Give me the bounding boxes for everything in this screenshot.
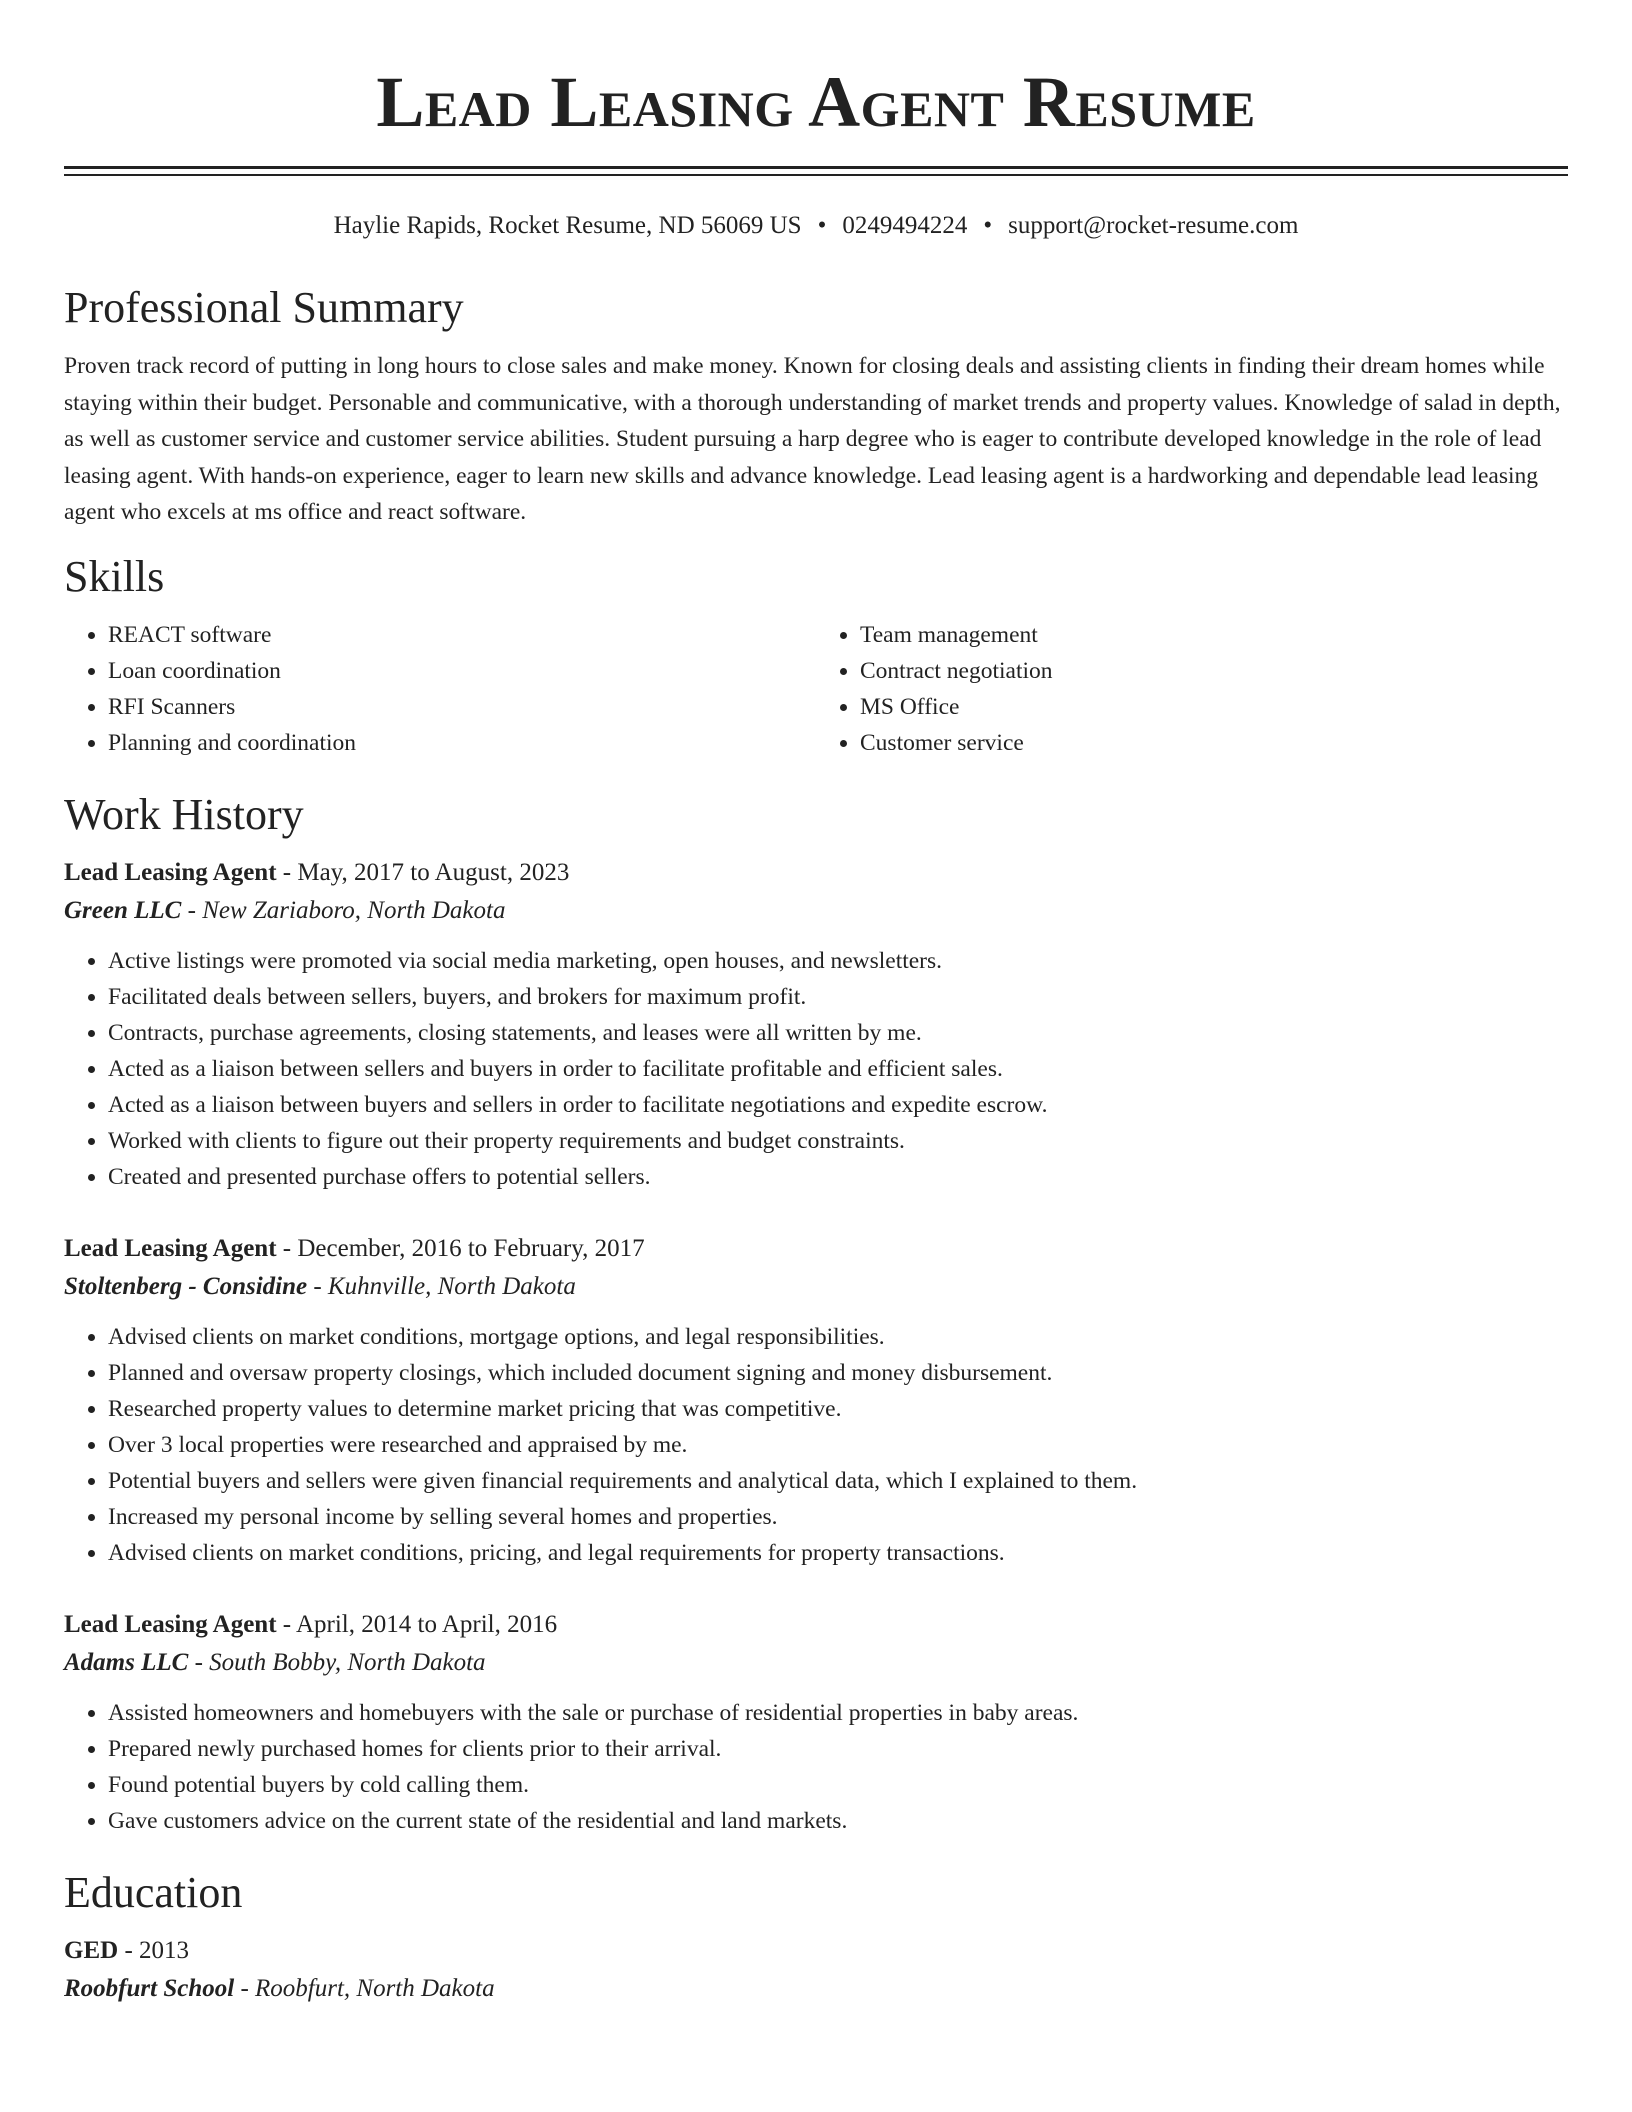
dash: - <box>240 1974 249 2002</box>
skills-heading: Skills <box>64 551 165 601</box>
job-title: Lead Leasing Agent <box>64 1234 277 1262</box>
skill-item: • Planning and coordination <box>108 725 816 761</box>
job-bullet: • Facilitated deals between sellers, buyers, and brokers for maximum profit. <box>108 979 1568 1015</box>
job-bullet: • Advised clients on market conditions, pricing, and legal requirements for property transactions. <box>108 1535 1568 1571</box>
resume-title: Lead Leasing Agent Resume <box>376 62 1256 142</box>
job-bullet: • Over 3 local properties were researched and appraised by me. <box>108 1427 1568 1463</box>
job-entry <box>64 1607 1568 1839</box>
dash: - <box>124 1936 133 1964</box>
title-divider-thick <box>64 166 1568 169</box>
job-bullets <box>64 1695 1568 1839</box>
education-degree: GED <box>64 1936 119 1964</box>
education-school-line <box>64 1969 1568 2009</box>
skill-item: • RFI Scanners <box>108 689 816 725</box>
skills-list-left <box>64 617 816 761</box>
contact-line <box>64 210 1568 242</box>
skill-item: • Team management <box>860 617 1568 653</box>
job-company: Stoltenberg - Considine <box>64 1272 308 1300</box>
job-title: Lead Leasing Agent <box>64 1610 277 1638</box>
job-bullet: • Assisted homeowners and homebuyers with the sale or purchase of residential properties in baby areas. <box>108 1695 1568 1731</box>
job-company: Green LLC <box>64 896 182 924</box>
education-entry <box>64 1933 1568 2009</box>
job-title-line <box>64 1231 1568 1267</box>
contact-separator: • <box>983 212 993 239</box>
contact-separator: • <box>817 212 827 239</box>
job-bullet: • Gave customers advice on the current state of the residential and land markets. <box>108 1803 1568 1839</box>
job-bullets <box>64 1319 1568 1571</box>
job-entry <box>64 855 1568 1195</box>
job-dates: April, 2014 to April, 2016 <box>295 1610 558 1638</box>
job-bullet: • Created and presented purchase offers to potential sellers. <box>108 1159 1568 1195</box>
job-location: New Zariaboro, North Dakota <box>202 896 506 924</box>
contact-address: Haylie Rapids, Rocket Resume, ND 56069 US <box>333 212 802 239</box>
title-divider-thin <box>64 174 1568 176</box>
job-bullet: • Found potential buyers by cold calling them. <box>108 1767 1568 1803</box>
job-bullet: • Planned and oversaw property closings, which included document signing and money disbursement. <box>108 1355 1568 1391</box>
contact-email: support@rocket-resume.com <box>1008 212 1299 239</box>
job-title: Lead Leasing Agent <box>64 858 277 886</box>
skill-item: • Loan coordination <box>108 653 816 689</box>
job-location: Kuhnville, North Dakota <box>327 1272 576 1300</box>
job-bullet: • Acted as a liaison between sellers and buyers in order to facilitate profitable and efficient sales. <box>108 1051 1568 1087</box>
job-dates: May, 2017 to August, 2023 <box>297 858 570 886</box>
job-title-line <box>64 1607 1568 1643</box>
dash: - <box>282 1610 292 1638</box>
skills-columns <box>64 617 1568 761</box>
job-dates: December, 2016 to February, 2017 <box>297 1234 645 1262</box>
dash: - <box>282 1234 292 1262</box>
skill-item: • REACT software <box>108 617 816 653</box>
job-bullet: • Increased my personal income by selling several homes and properties. <box>108 1499 1568 1535</box>
contact-phone: 0249494224 <box>842 212 968 239</box>
job-bullet: • Researched property values to determine market pricing that was competitive. <box>108 1391 1568 1427</box>
summary-text: Proven track record of putting in long hours to close sales and make money. Known for closing deals and assisting clients in finding their dream homes while staying within their budget. Personable and communicative, with a thorough understanding of market trends and property values. Knowledge of salad in depth, as well as customer service and customer service abilities. Student pursuing a harp degree who is eager to contribute developed knowledge in the role of lead leasing agent. With hands-on experience, eager to learn new skills and advance knowledge. Lead leasing agent is a hardworking and dependable lead leasing agent who excels at ms office and react software. <box>64 353 1561 525</box>
skill-item: • Customer service <box>860 725 1568 761</box>
job-bullet: • Active listings were promoted via social media marketing, open houses, and newsletters. <box>108 943 1568 979</box>
work-history-heading: Work History <box>64 789 304 839</box>
skill-item: • Contract negotiation <box>860 653 1568 689</box>
skills-list-right <box>816 617 1568 761</box>
job-company-line <box>64 1267 1568 1307</box>
job-company-line <box>64 891 1568 931</box>
job-bullet: • Worked with clients to figure out their property requirements and budget constraints. <box>108 1123 1568 1159</box>
job-bullet: • Contracts, purchase agreements, closing statements, and leases were all written by me. <box>108 1015 1568 1051</box>
education-school: Roobfurt School <box>64 1974 235 2002</box>
summary-heading: Professional Summary <box>64 283 464 332</box>
job-company-line <box>64 1643 1568 1683</box>
education-year: 2013 <box>139 1936 190 1964</box>
dash: - <box>313 1272 322 1300</box>
job-bullet: • Prepared newly purchased homes for clients prior to their arrival. <box>108 1731 1568 1767</box>
job-bullets <box>64 943 1568 1195</box>
job-title-line <box>64 855 1568 891</box>
education-location: Roobfurt, North Dakota <box>255 1974 495 2002</box>
job-entry <box>64 1231 1568 1571</box>
education-degree-line <box>64 1933 1568 1969</box>
dash: - <box>187 896 196 924</box>
job-bullet: • Advised clients on market conditions, mortgage options, and legal responsibilities. <box>108 1319 1568 1355</box>
skill-item: • MS Office <box>860 689 1568 725</box>
job-bullet: • Acted as a liaison between buyers and sellers in order to facilitate negotiations and expedite escrow. <box>108 1087 1568 1123</box>
job-location: South Bobby, North Dakota <box>209 1648 486 1676</box>
job-company: Adams LLC <box>64 1648 189 1676</box>
dash: - <box>282 858 292 886</box>
education-heading: Education <box>64 1867 243 1917</box>
job-bullet: • Potential buyers and sellers were given financial requirements and analytical data, which I explained to them. <box>108 1463 1568 1499</box>
dash: - <box>194 1648 203 1676</box>
